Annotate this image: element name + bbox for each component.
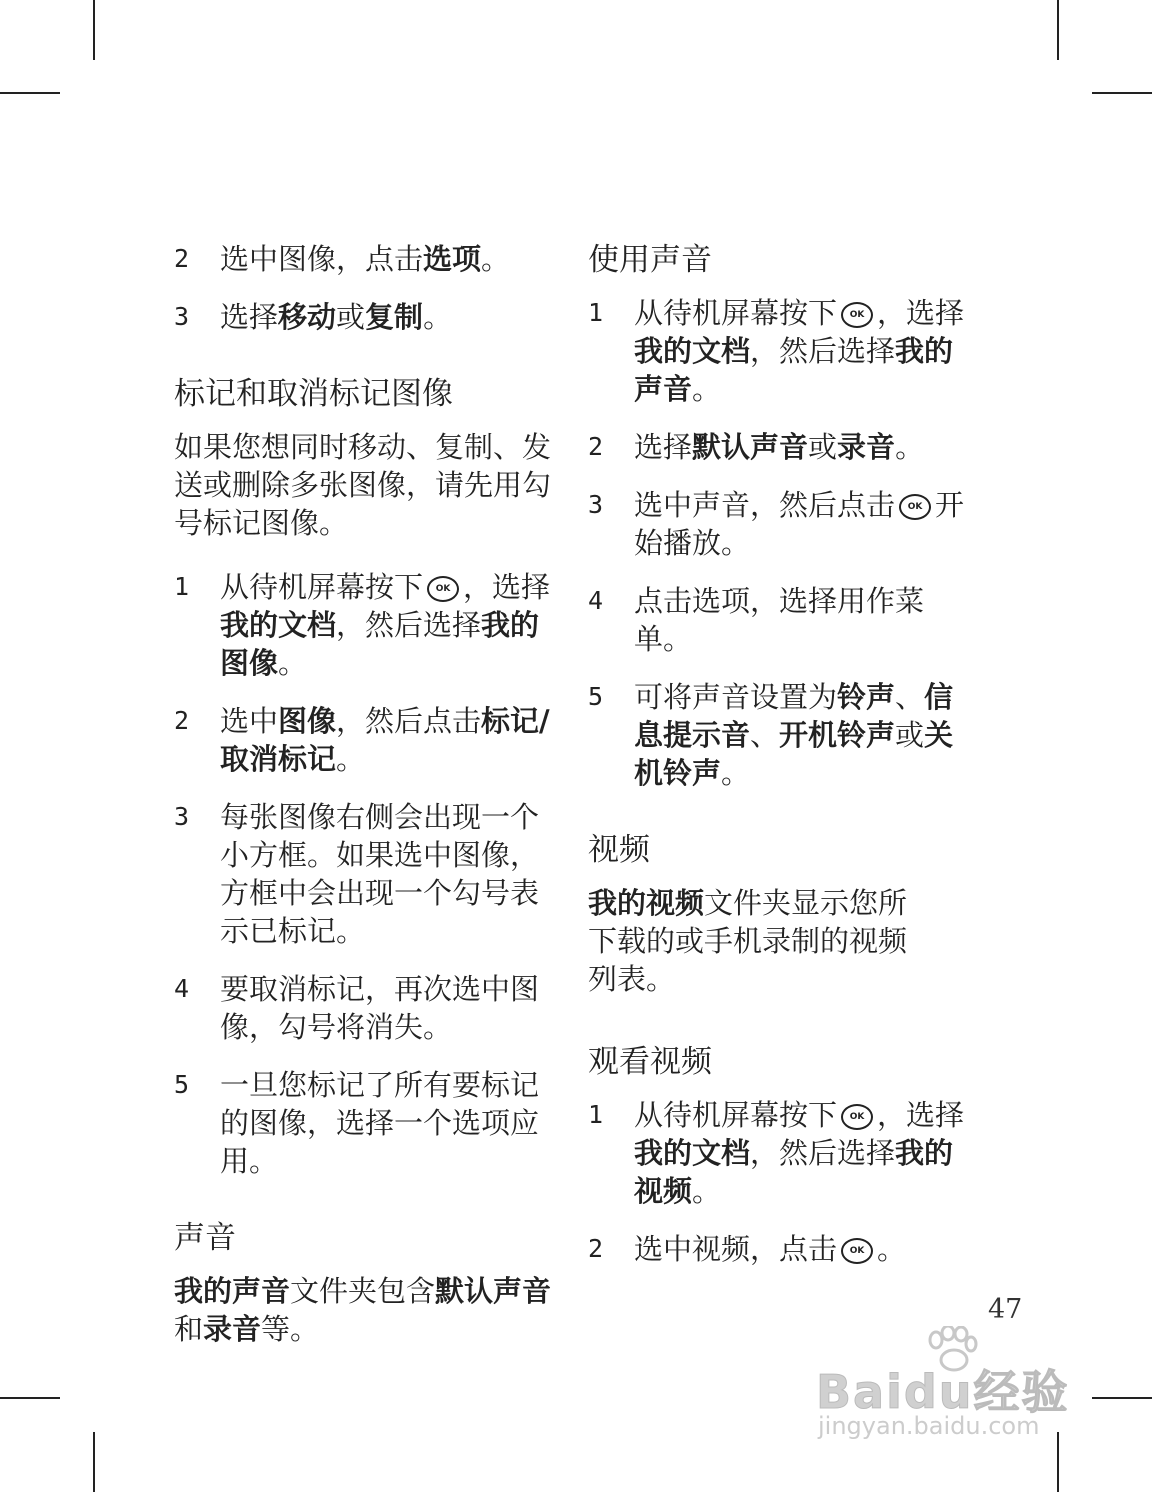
step-number: 1 — [588, 298, 604, 327]
menu-term: 信息提示音 — [634, 680, 954, 752]
step-text — [634, 294, 968, 408]
menu-term: 我的文档 — [220, 608, 337, 642]
menu-term: 关机铃声 — [634, 718, 954, 790]
text-run: 和 — [174, 1312, 204, 1346]
list-item — [588, 678, 968, 792]
list-item — [174, 298, 564, 336]
text-run: 、 — [895, 680, 925, 714]
text-run: 开始播放。 — [634, 488, 965, 560]
text-run: 从待机屏幕按下 — [220, 570, 424, 604]
crop-mark — [93, 1432, 95, 1492]
text-run: 。 — [336, 742, 366, 776]
text-run: ，然后选择 — [336, 608, 482, 642]
menu-term: 我的文档 — [634, 1136, 751, 1170]
text-run: 。 — [692, 372, 722, 406]
text-run: ，选择 — [463, 570, 551, 604]
step-number: 1 — [174, 572, 190, 601]
page-number: 47 — [988, 1294, 1023, 1325]
text-run: ，选择 — [877, 1098, 965, 1132]
list-item — [174, 702, 564, 778]
crop-mark — [1092, 1397, 1152, 1399]
menu-term: 选项 — [423, 242, 482, 276]
video-intro-paragraph — [588, 884, 918, 998]
step-text — [220, 568, 564, 682]
menu-term: 默认声音 — [435, 1274, 552, 1308]
section-heading-video: 视频 — [588, 832, 650, 868]
text-run: ，选择 — [877, 296, 965, 330]
menu-term: 录音 — [837, 430, 896, 464]
crop-mark — [0, 92, 60, 94]
step-text — [634, 678, 968, 792]
step-text: 一旦您标记了所有要标记的图像，选择一个选项应用。 — [220, 1068, 540, 1178]
step-number: 3 — [174, 802, 190, 831]
text-run: 选择 — [220, 300, 279, 334]
list-item — [174, 1066, 564, 1180]
text-run: ，然后点击 — [336, 704, 482, 738]
crop-mark — [0, 1397, 60, 1399]
step-number: 2 — [174, 706, 190, 735]
text-run: 。 — [895, 430, 925, 464]
list-item — [588, 582, 968, 658]
list-item — [588, 294, 968, 408]
section-heading-watch-video: 观看视频 — [588, 1044, 712, 1080]
step-text — [634, 486, 968, 562]
list-item — [174, 240, 564, 278]
text-run: 或 — [808, 430, 838, 464]
text-run: 文件夹显示您所下载的或手机录制的视频列表。 — [588, 886, 908, 996]
mark-intro-paragraph: 如果您想同时移动、复制、发送或删除多张图像，请先用勾号标记图像。 — [174, 430, 552, 540]
baidu-watermark — [816, 1326, 1086, 1446]
step-number: 5 — [588, 682, 604, 711]
crop-mark — [1092, 92, 1152, 94]
menu-term: 复制 — [365, 300, 424, 334]
menu-term: 我的文档 — [634, 334, 751, 368]
step-number: 2 — [588, 432, 604, 461]
ok-key-icon: OK — [841, 1104, 873, 1130]
text-run: 选中图像，点击 — [220, 242, 424, 276]
text-run: ，然后选择 — [750, 1136, 896, 1170]
menu-term: 图像 — [278, 704, 337, 738]
text-run: 。 — [278, 646, 308, 680]
text-run: 从待机屏幕按下 — [634, 1098, 838, 1132]
section-heading-sound: 声音 — [174, 1220, 236, 1256]
step-number: 3 — [174, 302, 190, 331]
step-text: 每张图像右侧会出现一个小方框。如果选中图像，方框中会出现一个勾号表示已标记。 — [220, 800, 540, 948]
step-number: 3 — [588, 490, 604, 519]
right-column — [588, 240, 968, 1288]
list-item — [588, 428, 968, 466]
watermark-url: jingyan.baidu.com — [818, 1412, 1040, 1440]
text-run: 等。 — [261, 1312, 320, 1346]
text-run: 选择 — [634, 430, 693, 464]
menu-term: 移动 — [278, 300, 337, 334]
text-run: 选中声音，然后点击 — [634, 488, 896, 522]
step-number: 2 — [174, 244, 190, 273]
step-text — [220, 240, 564, 278]
menu-term: 我的声音 — [634, 334, 954, 406]
text-run: 。 — [481, 242, 511, 276]
ok-key-icon: OK — [841, 1238, 873, 1264]
ok-key-icon: OK — [841, 302, 873, 328]
step-text: 要取消标记，再次选中图像，勾号将消失。 — [220, 972, 540, 1044]
list-item — [174, 970, 564, 1046]
text-run: 可将声音设置为 — [634, 680, 838, 714]
text-run: 或 — [336, 300, 366, 334]
step-text — [220, 702, 564, 778]
text-run: 或 — [895, 718, 925, 752]
text-run: 。 — [692, 1174, 722, 1208]
section-heading-mark-images: 标记和取消标记图像 — [174, 376, 453, 412]
step-text: 点击选项，选择用作菜单。 — [634, 584, 925, 656]
crop-mark — [1057, 0, 1059, 60]
step-text — [634, 428, 968, 466]
text-run: 选中 — [220, 704, 279, 738]
list-item — [174, 568, 564, 682]
ok-key-icon: OK — [427, 576, 459, 602]
text-run: 。 — [721, 756, 751, 790]
menu-term: 标记/取消标记 — [220, 704, 550, 776]
section-heading-use-sound: 使用声音 — [588, 242, 712, 278]
list-item — [588, 1230, 968, 1268]
menu-term: 铃声 — [837, 680, 896, 714]
text-run: 、 — [750, 718, 780, 752]
step-text — [634, 1230, 968, 1268]
list-item — [588, 486, 968, 562]
text-run: 。 — [877, 1232, 907, 1266]
step-number: 5 — [174, 1070, 190, 1099]
menu-term: 开机铃声 — [779, 718, 896, 752]
step-text — [220, 298, 564, 336]
menu-term: 录音 — [203, 1312, 262, 1346]
text-run: 从待机屏幕按下 — [634, 296, 838, 330]
list-item — [588, 1096, 968, 1210]
text-run: 。 — [423, 300, 453, 334]
step-number: 2 — [588, 1234, 604, 1263]
menu-term: 我的图像 — [220, 608, 540, 680]
watermark-brand: Baidu经验 — [816, 1365, 1070, 1419]
sound-intro-paragraph — [174, 1272, 564, 1348]
crop-mark — [93, 0, 95, 60]
menu-term: 我的视频 — [588, 886, 705, 920]
text-run: 文件夹包含 — [290, 1274, 436, 1308]
step-text — [634, 1096, 968, 1210]
step-number: 1 — [588, 1100, 604, 1129]
list-item — [174, 798, 564, 950]
text-run: ，然后选择 — [750, 334, 896, 368]
step-number: 4 — [174, 974, 190, 1003]
left-column — [174, 240, 564, 1374]
text-run: 选中视频，点击 — [634, 1232, 838, 1266]
menu-term: 我的声音 — [174, 1274, 291, 1308]
step-number: 4 — [588, 586, 604, 615]
ok-key-icon: OK — [899, 494, 931, 520]
menu-term: 我的视频 — [634, 1136, 954, 1208]
menu-term: 默认声音 — [692, 430, 809, 464]
